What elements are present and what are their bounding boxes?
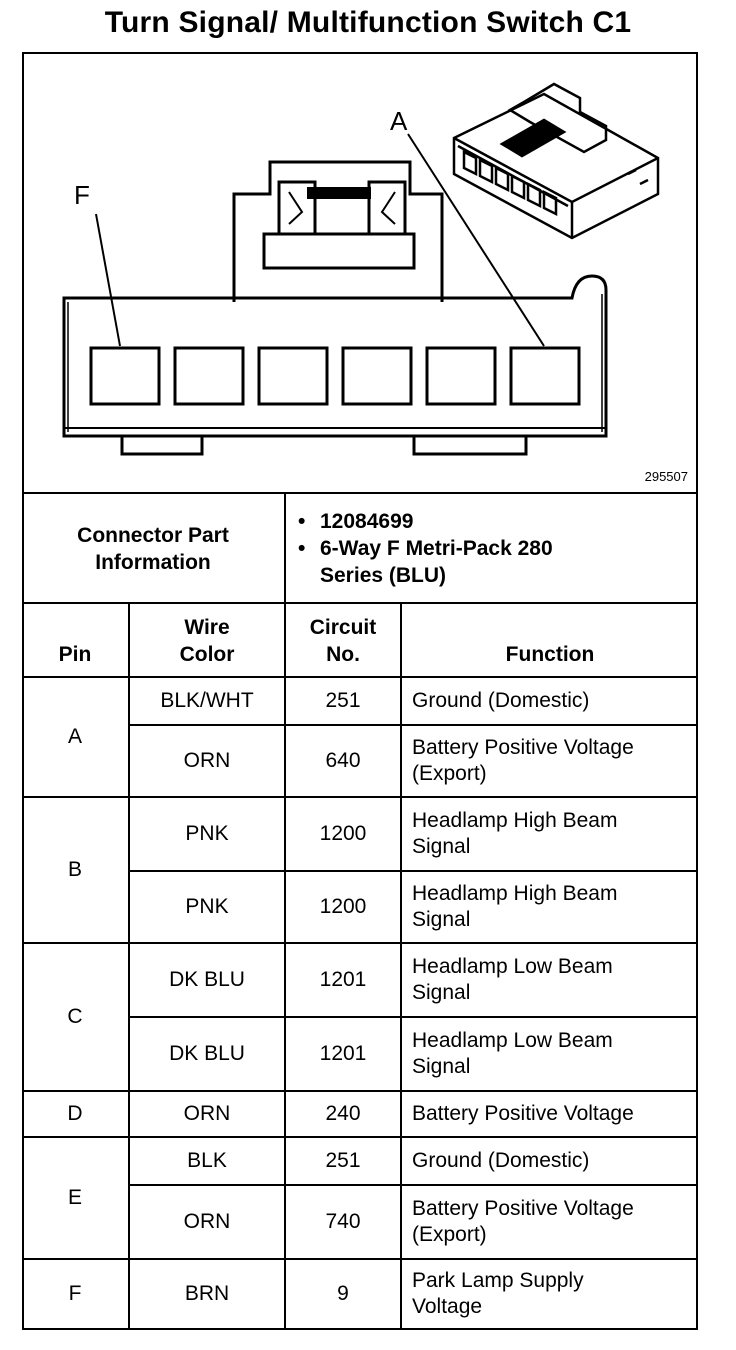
wire-color-cell: ORN xyxy=(129,1185,285,1259)
circuit-cell: 251 xyxy=(285,677,401,725)
wire-color-cell: PNK xyxy=(129,797,285,871)
function-cell: Headlamp Low Beam Signal xyxy=(401,943,698,1017)
circuit-cell: 251 xyxy=(285,1137,401,1185)
connector-part-info-list xyxy=(298,508,580,589)
cavity-a xyxy=(511,348,579,404)
pin-cell: D xyxy=(22,1091,129,1137)
connector-body xyxy=(64,276,606,436)
latch-base xyxy=(264,234,414,268)
wire-color-cell: BLK/WHT xyxy=(129,677,285,725)
circuit-cell: 740 xyxy=(285,1185,401,1259)
wire-color-cell: PNK xyxy=(129,871,285,943)
function-cell: Park Lamp Supply Voltage xyxy=(401,1259,698,1329)
info-item: • 6-Way F Metri-Pack 280 Series (BLU) xyxy=(298,537,553,587)
bottom-tab-left xyxy=(122,436,202,454)
header-circuit-no: Circuit No. xyxy=(285,603,401,677)
function-cell: Battery Positive Voltage (Export) xyxy=(401,725,698,797)
header-wire-color: Wire Color xyxy=(129,603,285,677)
latch-bar xyxy=(307,187,371,199)
circuit-cell: 9 xyxy=(285,1259,401,1329)
latch-right-tab xyxy=(369,182,405,234)
wire-color-cell: DK BLU xyxy=(129,943,285,1017)
header-pin: Pin xyxy=(22,603,129,677)
circuit-cell: 1200 xyxy=(285,797,401,871)
wire-color-cell: ORN xyxy=(129,1091,285,1137)
pin-cell: B xyxy=(22,797,129,943)
pinout-table xyxy=(22,602,698,1330)
connector-isometric-icon xyxy=(454,84,658,238)
bottom-tab-right xyxy=(414,436,526,454)
function-cell: Headlamp High Beam Signal xyxy=(401,871,698,943)
table-header-row xyxy=(22,603,698,677)
pin-cell: E xyxy=(22,1137,129,1259)
function-cell: Headlamp Low Beam Signal xyxy=(401,1017,698,1091)
info-item: • 12084699 xyxy=(298,510,414,533)
circuit-cell: 240 xyxy=(285,1091,401,1137)
circuit-cell: 1200 xyxy=(285,871,401,943)
wire-color-cell: BRN xyxy=(129,1259,285,1329)
table-row xyxy=(22,677,698,725)
function-cell: Battery Positive Voltage xyxy=(401,1091,698,1137)
latch-housing xyxy=(234,162,442,302)
function-cell: Ground (Domestic) xyxy=(401,1137,698,1185)
wire-color-cell: ORN xyxy=(129,725,285,797)
circuit-cell: 1201 xyxy=(285,943,401,1017)
function-cell: Headlamp High Beam Signal xyxy=(401,797,698,871)
circuit-cell: 1201 xyxy=(285,1017,401,1091)
connector-figure xyxy=(24,54,696,492)
cavity-e xyxy=(175,348,243,404)
pin-cell: A xyxy=(22,677,129,797)
table-row xyxy=(22,797,698,871)
table-row xyxy=(22,1091,698,1137)
function-cell: Ground (Domestic) xyxy=(401,677,698,725)
table-row xyxy=(22,943,698,1017)
pin-cell: C xyxy=(22,943,129,1091)
cavity-f xyxy=(91,348,159,404)
callout-a: A xyxy=(390,106,408,136)
wire-color-cell: BLK xyxy=(129,1137,285,1185)
figure-id: 295507 xyxy=(644,469,688,484)
callout-f: F xyxy=(74,180,90,210)
connector-part-info xyxy=(22,492,698,604)
callout-f-leader xyxy=(96,214,120,346)
page-title: Turn Signal/ Multifunction Switch C1 xyxy=(104,6,632,39)
wire-color-cell: DK BLU xyxy=(129,1017,285,1091)
connector-drawing xyxy=(24,54,696,492)
pin-cell: F xyxy=(22,1259,129,1329)
cavity-b xyxy=(427,348,495,404)
circuit-cell: 640 xyxy=(285,725,401,797)
table-row xyxy=(22,1137,698,1185)
table-row xyxy=(22,1259,698,1329)
connector-part-info-label: Connector Part Information xyxy=(22,494,286,604)
function-cell: Battery Positive Voltage (Export) xyxy=(401,1185,698,1259)
header-function: Function xyxy=(401,603,698,677)
cavity-d xyxy=(259,348,327,404)
cavity-c xyxy=(343,348,411,404)
